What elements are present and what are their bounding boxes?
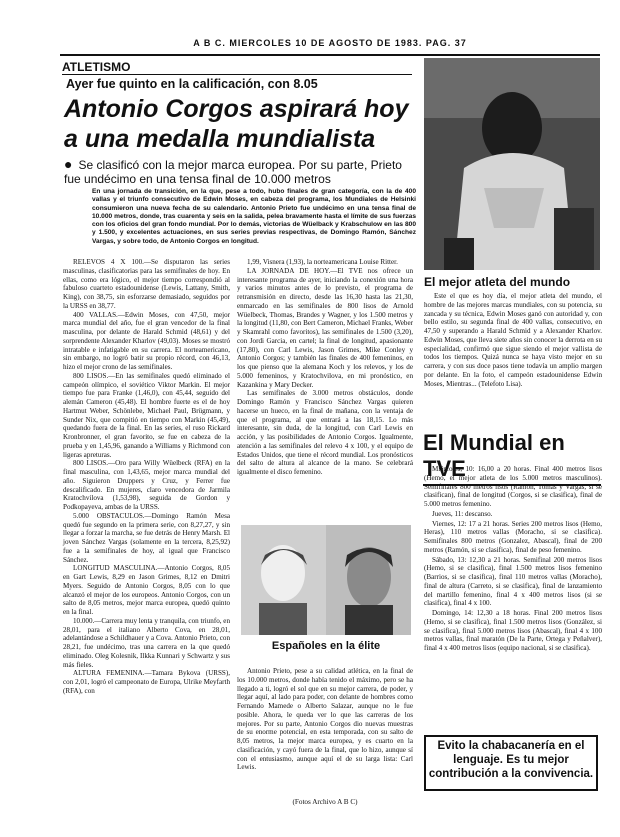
tv-schedule-title: El Mundial en TVE (423, 430, 601, 486)
subhead (64, 157, 416, 186)
notice-box: Evito la chabacanería en el lenguaje. Es tu mejor contribución a la convivencia. (424, 735, 598, 791)
paragraph: 800 LISOS.—En las semifinales quedó eliminado el campeón olímpico, el soviético Viktor Markin. El mejor tiempo fue para Franke (1,46,0), con 45,44, seguido del alemán Cameron (45,48). El hombre fuerte es el de hoy Hartmut Weber, Schönlebe, Michael Paul, Brügmann, y Sunder Nix, que compitió en tiempo con Markin (45,49), quedando fuera de la final. En las series, el ruso Rickard Kronbronner, el gran favorito, se fue en cabeza de la prueba y en 1,45,96, ganando a Williams y Richmond con ligeras apreturas. (63, 371, 230, 459)
page-header: A B C. MIERCOLES 10 DE AGOSTO DE 1983. PAG. 37 (60, 38, 600, 56)
paragraph: LONGITUD MASCULINA.—Antonio Corgos, 8,05 en Gart Lewis, 8,29 en Jason Grimes, 8,12 en Dmitri Myers. Seguido de Antonio Corgos, 8,05 con lo que alcanzó el mejor de los europeos. Antonio Corgos, con un salto de 8,05 metros, mejor marca europea, quedó quinto en la final. (63, 564, 230, 616)
kicker: Ayer fue quinto en la calificación, con 8.05 (66, 77, 318, 91)
paragraph: 800 LISOS.—Oro para Willy Wüelbeck (RFA) en la final masculina, con 1,43,65, mejor marca mundial del año. Siguieron Druppers y Cruz, y Ferrer fue descalificado. En mujeres, claro vencedora de Jarmila Kratochvilova (1,53,98), seguida de Gordon y Podkopayeva, ambas de la URSS. (63, 459, 230, 511)
article-column-2-bottom (237, 667, 413, 795)
paragraph: ALTURA FEMENINA.—Tamara Bykova (URSS), con 2,01, logró el campeonato de Europa, Ulrike Meyfarth (RFA), con (63, 669, 230, 695)
intro-paragraph: En una jornada de transición, en la que, pese a todo, hubo finales de gran categoría, con la de 400 vallas y el triunfo consecutivo de Edwin Moses, en cabeza del programa, los Mundiales de Helsinki consumieron una nueva fecha de su calendario. Antonio Prieto fue undécimo en una tensa final de 10.000 metros, donde, tras cuarenta y seis en la salida, pelea bravamente hasta el límite de sus fuerzas con los oficios del gran fondo mundial. Por lo demás, victorias de Wüelback y Krabschulow en las 800 y 1.500, y excelentes actuaciones, en sus series previas respectivas, de Domingo Ramón, Sánchez Vargas, y sobre todo, de Antonio Corgos en longitud. (92, 188, 416, 245)
schedule-item: Miércoles, 10: 16,00 a 20 horas. Final 400 metros lisos (Hemo, el mejor atleta de los 5.000 metros masculinos). Semifinales 800 metros lisos (Ramón, Tomás y Vargas, si se clasifican), final de longitud (Corgos, si se clasifica), final de 5.000 metros femenino. (424, 465, 602, 508)
photo-illustration (241, 525, 411, 635)
article-column-1 (63, 258, 230, 696)
schedule-item: Domingo, 14: 12,30 a 18 horas. Final 200 metros lisos (Hemo, si se clasifica), final 1.500 metros lisos (González, si se clasifica), final 5.000 metros lisos (Abascal), final 4 x 100 metros vallas, final maratón (De la Parte, Ortega y Peñalver), final 4 x 400 metros lisos (equipo nacional, si se clasifica). (424, 609, 602, 652)
paragraph: 400 VALLAS.—Edwin Moses, con 47,50, mejor marca mundial del año, fue el gran vencedor de la final masculina, por delante de Harald Schmid (48,61) y del sorprendente Alexander Kharlov (49,03). Moses se mostró intratable e infatigable en su carrera. El norteamericano, sin embargo, no logró batir su propio récord, con 46,13, hizo el mejor crono de las semifinales. (63, 310, 230, 371)
article-column-2 (237, 258, 413, 520)
paragraph: RELEVOS 4 X 100.—Se disputaron las series masculinas, clasificatorias para las semifinales de hoy. En ellas, como era lógico, el mejor tiempo correspondió al fabuloso cuarteto estadounidense (Lewis, Lattany, Smith, King), con 38,75, sin esforzarse demasiado, seguidos por la URSS en 38,77. (63, 258, 230, 310)
paragraph: 1,99, Visnera (1,93), la norteamericana Louise Ritter. (247, 258, 398, 266)
photo-text (424, 292, 602, 422)
subhead-text: Se clasificó con la mejor marca europea. Por su parte, Prieto fue undécimo en una tensa final de 10.000 metros (64, 158, 402, 186)
schedule-item: Jueves, 11: descanso. (432, 509, 493, 518)
headline: Antonio Corgos aspirará hoy a una medalla mundialista (64, 95, 409, 153)
section-label: ATLETISMO (62, 60, 412, 75)
photo-credit: (Fotos Archivo A B C) (292, 798, 358, 806)
photo-illustration (424, 58, 600, 270)
schedule-item: Viernes, 12: 17 a 21 horas. Series 200 metros lisos (Hemo, Heras), 110 metros vallas (Moracho, si se clasifica). Semifinales 800 metros (Gonzalez, Abascal), final de 200 metros (Ramón, si se clasifica), final de peso femenino. (424, 519, 602, 554)
athlete-photo (424, 58, 600, 270)
paragraph: LA JORNADA DE HOY.—El TVE nos ofrece un interesante programa de ayer, iniciando la conexión una hora y varios minutos antes de lo previsto, el programa de retransmisión en directo, desde las 16,30 hasta las 21,30, enmarcado en las semifinales de 800 lisos de Arnold Wüelbeck, Thomas, Brandes y Wagner, y los 1.500 metros y la longitud (11,80, con Bert Cameron, Michael Franks, Weber y Skamrahl como favoritos), las semifinales de 1.500 (3,20), con Jordi Garcia, en cartel; la final de longitud, apasionante (17,80), con Carl Lewis, Jason Grimes, Mike Conley y Antonio Corgos; y también las finales de 400 femeninos, en los que pienso que la alemana Koch y los relevos, y los de 5.000 femeninos, y Kratochvilova, en mi pronóstico, en Kazankina y Mary Decker. (237, 266, 413, 389)
bullet-icon: ● (64, 156, 73, 172)
photo-caption: Españoles en la élite (271, 640, 381, 652)
paragraph: Este el que es hoy día, el mejor atleta del mundo, el hombre de las mejores marcas mundiales, con su potencia, su zancada y su técnica, Edwin Moses ganó con autoridad y, con bello estilo, su segunda final de 400 vallas, consecutivo, en 47,50 y superando a Harald Schmid y a Alexander Kharlov. Edwin Moses, que lleva siete años sin conocer la derrota en su especialidad, confirmó que sigue siendo el mejor vallista de todos los tiempos. Quizá nunca se haya visto mejor en su carrera, y con sus doce pasos tiene todavía un amplio margen por delante. En la foto, el campeón estadounidense Edwin Moses, Mientras... (Telefoto Lisa). (424, 292, 602, 388)
photo-caption: El mejor atleta del mundo (424, 275, 571, 289)
paragraph: Antonio Prieto, pese a su calidad atlética, en la final de los 10.000 metros, donde había tenido el máximo, pero se ha llegado a ti, logró el sol que en su mejor carrera, de poder, y llegar aquí, al lado para poder, con delante de hombres como Fernando Mamede o Alberto Salazar, aunque no le fue posible. Ahora, le queda ver lo que las carreras de los mejores. Por su parte, Antonio Corgos dio nuevas muestras de su enorme potencial, en esta temporada, con su salto de 8,05 metros, la mejor marca europea, y es cuarto en la clasificación, y cayó fuera de la final, que lo hizo, aunque sí con el entusiasmo, aunque aquí el de su larga lista: Carl Lewis. (237, 667, 413, 772)
schedule-item: Sábado, 13: 12,30 a 21 horas. Semifinal 200 metros lisos (Hemo, si se clasifica), final 1.500 metros lisos femenino (Barrios, si se clasifica), final 110 metros vallas (Moracho), final de altura (Carreto, si se clasifica), final de lanzamiento del martillo femenino, final 4 x 400 metros lisos (si se clasifica), final 4 x 100. (424, 555, 602, 608)
paragraph: Las semifinales de 3.000 metros obstáculos, donde Domingo Ramón y Francisco Sánchez Vargas quieren hacerse un hueco, en la final de mañana, con la ventaja de que el programa, al que entrará a las 18,15. Lo más interesante, sin duda, de la longitud, con Carl Lewis en acción, y las posibilidades de Antonio Corgos. Igualmente, atención a las semifinales del relevo 4 x 100, y el equipo de Estados Unidos, que tiene el récord mundial. Los pronósticos del salto de altura al alcance de la mano. Se celebrará igualmente el disco femenino. (237, 389, 413, 476)
paragraph: 5.000 OBSTACULOS.—Domingo Ramón Mesa quedó fue segundo en la primera serie, con 8,27,27, y sin llegar a forzar la marcha, se fue detrás de Henry Marsh. El joven Sánchez Vargas (solamente en la tercera, 8,25,92) fue a la semifinales de hoy, al igual que Francisco Sánchez. (63, 511, 230, 564)
tv-schedule (424, 465, 602, 729)
athletes-photo (241, 525, 411, 635)
paragraph: 10.000.—Carrera muy lenta y tranquila, con triunfo, en 28,01, para el italiano Alberto Cova, en 28,01, adelantándose a Schildhauer y a Cova. Antonio Prieto, con 28,21, fue undécimo, tras una carrera en la que quedó eliminado. Oleg Kolesnik, Ilkka Kunnari y Schwartz y sus más fieles. (63, 616, 231, 669)
